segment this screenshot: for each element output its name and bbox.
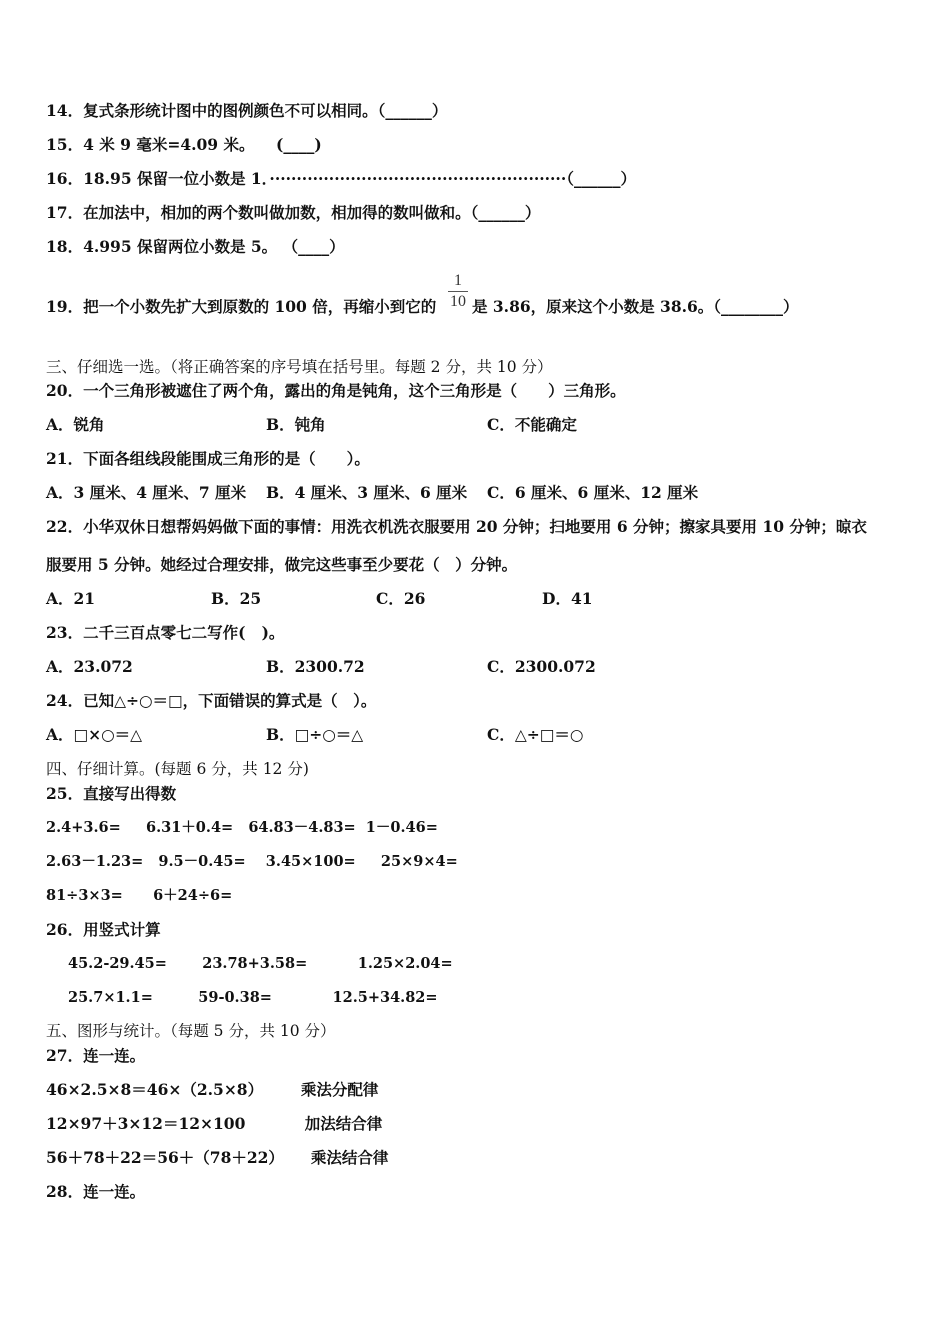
q25-row-2: 2.63－1.23= 9.5－0.45= 3.45×100= 25×9×4=: [46, 853, 458, 870]
question-25-title: 25．直接写出得数: [46, 784, 177, 803]
question-16: 16．18.95 保留一位小数是 1．·······················································（______）: [46, 169, 636, 188]
q20-option-c: C．不能确定: [487, 415, 577, 434]
q23-option-c: C．2300.072: [487, 657, 596, 676]
q22-option-b: B．25: [211, 589, 262, 608]
q25-row-3: 81÷3×3= 6＋24÷6=: [46, 887, 233, 904]
question-19-part1: 19．把一个小数先扩大到原数的 100 倍，再缩小到它的: [46, 297, 437, 316]
fraction-bar: [448, 291, 468, 292]
question-27-title: 27．连一连。: [46, 1046, 146, 1065]
q26-row-2: 25.7×1.1= 59-0.38= 12.5+34.82=: [68, 989, 438, 1006]
q21-option-c: C．6 厘米、6 厘米、12 厘米: [487, 483, 699, 502]
fraction-numerator: 1: [454, 272, 462, 289]
question-20: 20．一个三角形被遮住了两个角，露出的角是钝角，这个三角形是（ ）三角形。: [46, 381, 626, 400]
q23-option-a: A．23.072: [46, 657, 133, 676]
question-17: 17．在加法中，相加的两个数叫做加数，相加得的数叫做和。（______）: [46, 203, 541, 222]
q20-option-b: B．钝角: [266, 415, 326, 434]
question-23: 23．二千三百点零七二写作( )。: [46, 623, 285, 642]
q25-row-1: 2.4+3.6= 6.31＋0.4= 64.83－4.83= 1－0.46=: [46, 819, 438, 836]
q24-option-a: A．□×○＝△: [46, 725, 143, 744]
question-26-title: 26．用竖式计算: [46, 920, 161, 939]
question-22-line2: 服要用 5 分钟。她经过合理安排，做完这些事至少要花（ ）分钟。: [46, 555, 518, 574]
q20-option-a: A．锐角: [46, 415, 105, 434]
q24-option-b: B．□÷○＝△: [266, 725, 364, 744]
q26-row-1: 45.2-29.45= 23.78+3.58= 1.25×2.04=: [68, 955, 453, 972]
question-18: 18．4.995 保留两位小数是 5。 （____）: [46, 237, 345, 256]
q22-option-d: D．41: [542, 589, 593, 608]
section-5-title: 五、图形与统计。（每题 5 分，共 10 分）: [46, 1022, 336, 1040]
question-22-line1: 22．小华双休日想帮妈妈做下面的事情：用洗衣机洗衣服要用 20 分钟；扫地要用 6 分钟；擦家具要用 10 分钟；晾衣: [46, 517, 867, 536]
question-28-title: 28．连一连。: [46, 1182, 146, 1201]
q21-option-b: B．4 厘米、3 厘米、6 厘米: [266, 483, 468, 502]
fraction-one-tenth: [447, 272, 469, 311]
q27-row-2: 12×97＋3×12＝12×100 加法结合律: [46, 1114, 383, 1133]
q24-option-c: C．△÷□＝○: [487, 725, 584, 744]
q21-option-a: A．3 厘米、4 厘米、7 厘米: [46, 483, 247, 502]
section-4-title: 四、仔细计算。(每题 6 分，共 12 分): [46, 760, 309, 778]
q23-option-b: B．2300.72: [266, 657, 365, 676]
question-15: 15．4 米 9 毫米=4.09 米。 (____): [46, 135, 322, 154]
q22-option-a: A．21: [46, 589, 96, 608]
question-19-part2: 是 3.86，原来这个小数是 38.6。（________）: [472, 297, 799, 316]
section-3-title: 三、仔细选一选。（将正确答案的序号填在括号里。每题 2 分，共 10 分）: [46, 358, 553, 376]
question-24: 24．已知△÷○＝□，下面错误的算式是（ ）。: [46, 691, 377, 710]
q22-option-c: C．26: [376, 589, 426, 608]
q27-row-1: 46×2.5×8＝46×（2.5×8） 乘法分配律: [46, 1080, 379, 1099]
fraction-denominator: 10: [450, 293, 466, 310]
q27-row-3: 56＋78＋22＝56＋（78＋22） 乘法结合律: [46, 1148, 389, 1167]
question-14: 14．复式条形统计图中的图例颜色不可以相同。（______）: [46, 101, 448, 120]
question-21: 21．下面各组线段能围成三角形的是（ ）。: [46, 449, 370, 468]
